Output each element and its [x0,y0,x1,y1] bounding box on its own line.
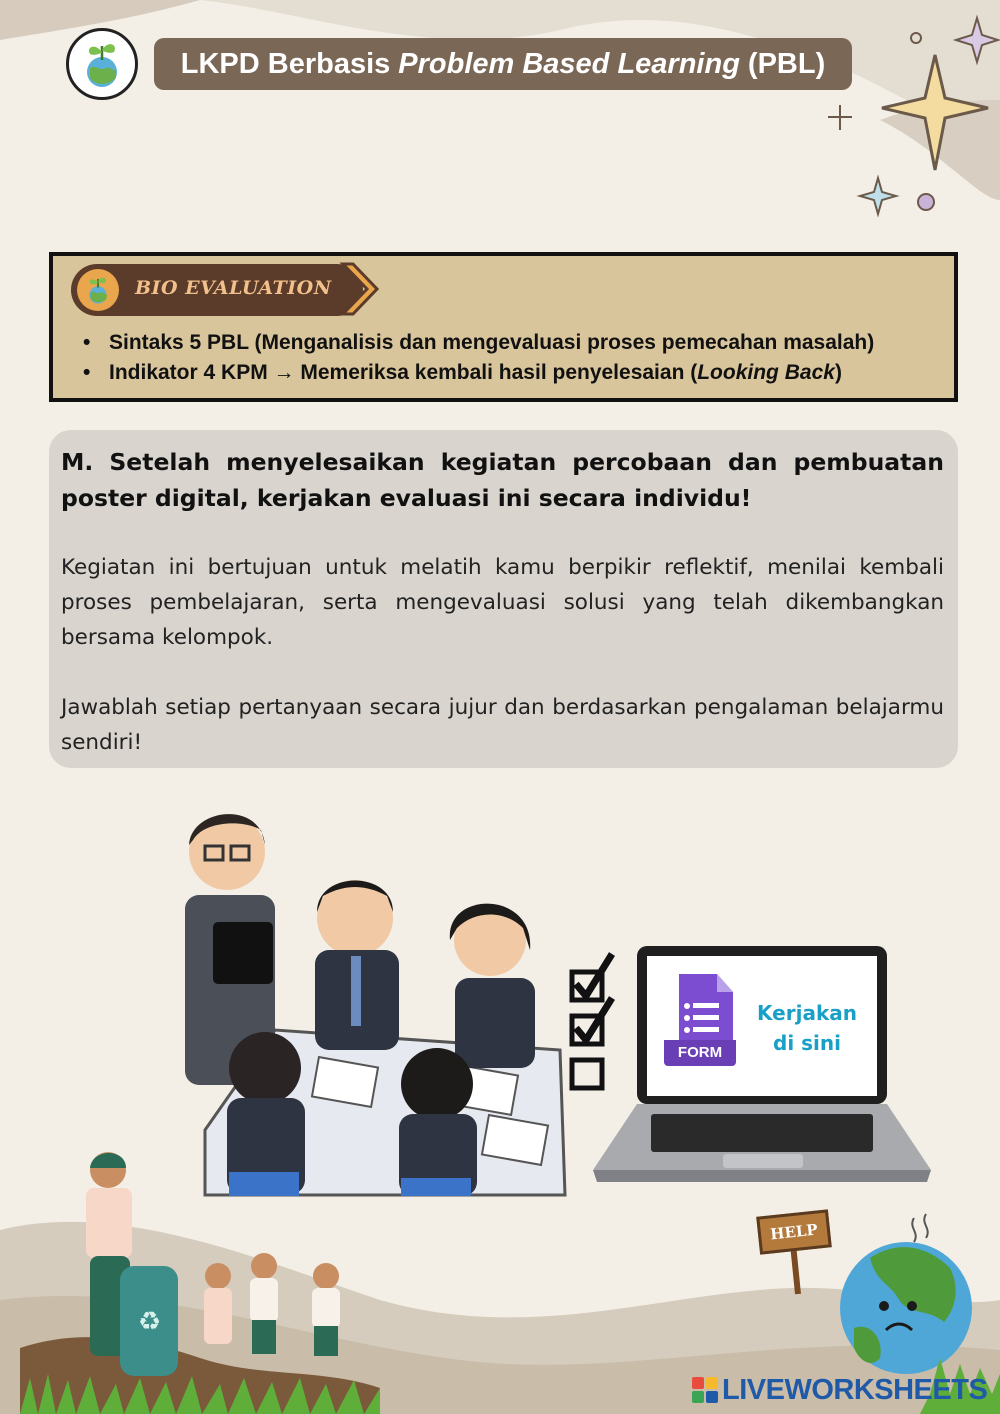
globe-sprout-icon [77,269,119,311]
cta-line-2: di sini [773,1031,841,1055]
bio-evaluation-list [109,328,874,388]
page-title [154,38,852,90]
cta-line-1: Kerjakan [757,1001,857,1025]
instruction-card [49,430,958,768]
globe-sprout-icon [76,38,128,90]
students-teacher-illustration [165,800,575,1205]
chevron-right-icon [339,262,379,316]
title-suffix: (PBL) [747,47,826,80]
title-prefix: LKPD Berbasis [180,47,391,80]
indicator-italic: Looking Back [697,361,835,384]
indicator-suffix: ) [834,361,842,384]
laptop-icon[interactable] [593,946,933,1186]
list-item [109,358,874,388]
liveworksheets-logo-icon [692,1377,718,1403]
instruction-heading: M. Setelah menyelesaikan kegiatan percobaan dan pembuatan poster digital, kerjakan evaluasi ini secara individu! [61,448,944,512]
bio-evaluation-box [49,252,958,402]
bio-evaluation-tag [71,264,363,316]
form-label[interactable]: FORM [664,1040,736,1066]
instruction-paragraph-2: Jawablah setiap pertanyaan secara jujur dan berdasarkan pengalaman belajarmu sendiri! [61,695,944,755]
help-sign: HELP [756,1209,832,1254]
watermark-text: LIVEWORKSHEETS [722,1373,988,1406]
liveworksheets-watermark[interactable] [692,1372,987,1408]
bio-evaluation-label: BIO EVALUATION [135,277,332,299]
do-it-here-link[interactable] [748,998,866,1058]
svg-text:♻: ♻ [138,1307,162,1337]
indicator-text: Indikator 4 KPM → Memeriksa kembali hasil penyelesaian ( [109,361,698,384]
list-item: • Sintaks 5 PBL (Menganalisis dan mengevaluasi proses pemecahan masalah) [109,328,874,358]
instruction-paragraph-1: Kegiatan ini bertujuan untuk melatih kamu berpikir reflektif, menilai kembali proses pembelajaran, serta mengevaluasi solusi yang telah dikembangkan bersama kelompok. [61,555,944,650]
kids-recycling-illustration [20,1148,380,1414]
globe-plant-logo [66,28,138,100]
title-italic: Problem Based Learning [398,47,740,80]
